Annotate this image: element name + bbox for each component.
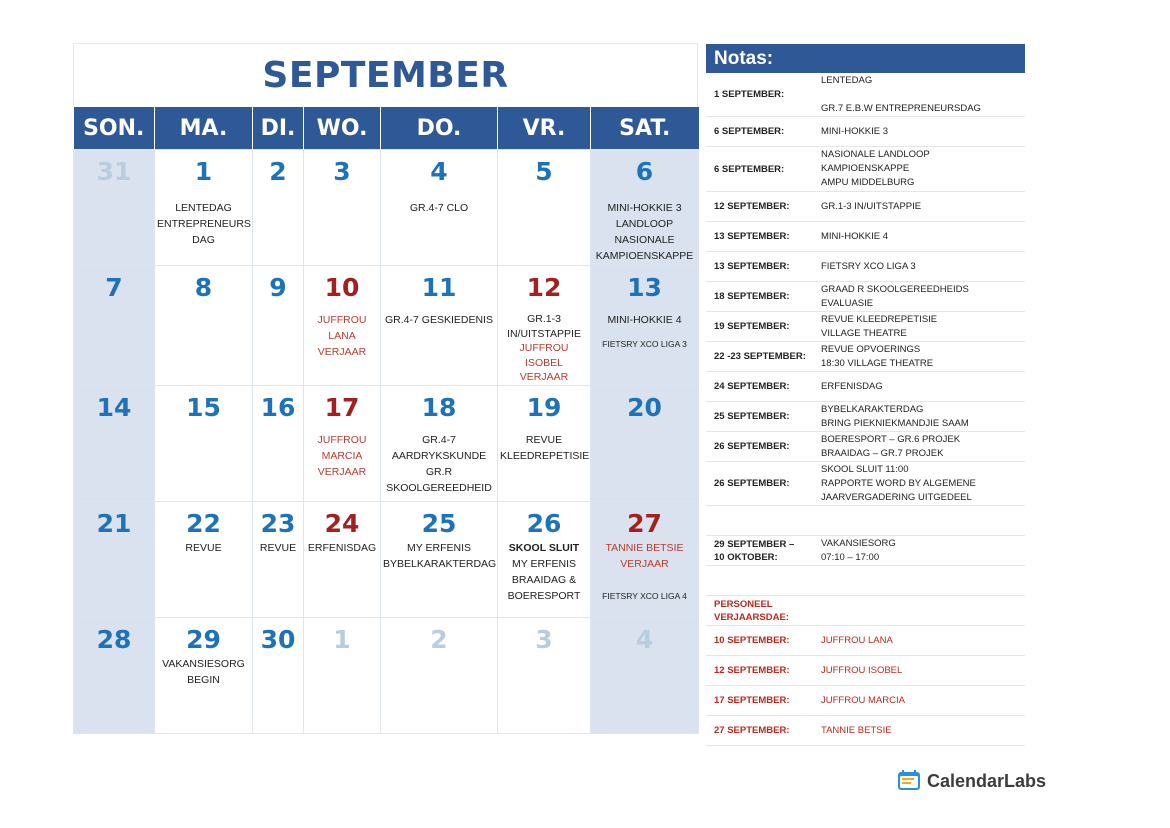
event-text: ENTREPRENEURS [157, 218, 251, 230]
note-line: RAPPORTE WORD BY ALGEMENE [821, 477, 976, 489]
note-date: 18 SEPTEMBER: [714, 291, 790, 302]
note-line: LENTEDAG [821, 74, 873, 86]
event-text: JUFFROU [519, 342, 569, 354]
day-number: 14 [96, 392, 132, 422]
month-header [73, 43, 698, 107]
note-row [706, 596, 1025, 626]
day-number: 12 [526, 273, 562, 302]
day-number: 31 [96, 157, 132, 186]
note-date: 6 SEPTEMBER: [714, 126, 785, 137]
day-number: 30 [260, 624, 296, 654]
note-date: 22 -23 SEPTEMBER: [714, 351, 806, 362]
day-cell [304, 501, 381, 617]
event-text: MY ERFENIS [512, 557, 576, 570]
note-line: JAARVERGADERING UITGEDEEL [821, 491, 972, 503]
note-line: VILLAGE THEATRE [821, 327, 907, 339]
day-number: 11 [421, 273, 457, 302]
day-number: 29 [186, 624, 221, 654]
note-line: JUFFROU MARCIA [821, 694, 905, 706]
note-line: TANNIE BETSIE [821, 724, 892, 736]
day-number: 1 [194, 157, 213, 186]
day-number: 9 [269, 273, 287, 302]
note-row [706, 716, 1025, 746]
calendarlabs-logo [897, 770, 1046, 792]
note-row [706, 626, 1025, 656]
event-text: GR.4-7 CLO [409, 202, 469, 214]
event-text: BEGIN [187, 673, 220, 686]
day-cell [381, 501, 498, 617]
note-date: 29 SEPTEMBER – 10 OKTOBER: [714, 538, 795, 563]
day-number: 26 [526, 508, 562, 538]
note-row [706, 342, 1025, 372]
day-cell [381, 385, 498, 501]
day-cell [253, 617, 304, 733]
day-cell [253, 266, 304, 386]
day-number: 3 [333, 157, 351, 186]
notes-title: Notas: [706, 44, 1025, 73]
note-line: JUFFROU LANA [821, 634, 893, 646]
day-number: 6 [635, 157, 654, 186]
event-text: REVUE [259, 541, 297, 554]
day-number: 28 [96, 624, 132, 654]
weekday-sat: SAT. [591, 107, 699, 150]
day-number: 2 [430, 624, 448, 654]
note-text [821, 200, 1025, 214]
note-row [706, 73, 1025, 117]
note-date: 26 SEPTEMBER: [714, 441, 790, 452]
note-date: 27 SEPTEMBER: [714, 725, 790, 736]
day-cell [498, 266, 591, 386]
day-cell [591, 150, 699, 266]
note-line: VAKANSIESORG [821, 537, 896, 549]
day-number: 10 [324, 273, 360, 302]
event-text: LENTEDAG [175, 202, 232, 214]
note-text [821, 463, 1025, 505]
day-number: 5 [535, 157, 553, 186]
note-text [821, 664, 1025, 678]
day-number: 2 [269, 157, 287, 186]
event-text: SKOOLGEREEDHEID [386, 481, 492, 494]
note-row [706, 252, 1025, 282]
note-text [821, 433, 1025, 461]
note-date: 1 SEPTEMBER: [714, 89, 785, 100]
note-row [706, 222, 1025, 252]
note-text [821, 724, 1025, 738]
note-date: 10 SEPTEMBER: [714, 635, 790, 646]
note-text [821, 283, 1025, 311]
day-cell [304, 385, 381, 501]
note-line: 07:10 – 17:00 [821, 551, 880, 563]
event-text: AARDRYKSKUNDE [391, 449, 487, 462]
event-text: BRAAIDAG & [511, 573, 577, 586]
note-line: REVUE OPVOERINGS [821, 343, 921, 355]
month-title: SEPTEMBER [262, 55, 509, 96]
day-cell [155, 266, 253, 386]
event-text: IN/UITSTAPPIE [507, 327, 581, 340]
note-line: EVALUASIE [821, 297, 874, 309]
note-row [706, 536, 1025, 566]
day-cell [381, 617, 498, 733]
day-number: 1 [333, 624, 351, 654]
week-row [74, 266, 699, 386]
note-line: MINI-HOKKIE 3 [821, 125, 889, 137]
event-text: VERJAAR [317, 346, 367, 358]
event-text: MARCIA [321, 449, 363, 462]
logo-text: CalendarLabs [927, 770, 1047, 791]
day-number: 13 [627, 273, 662, 302]
day-cell [381, 266, 498, 386]
event-text: BYBELKARAKTERDAG [383, 557, 497, 570]
note-text [821, 74, 1025, 116]
note-line: BOERESPORT – GR.6 PROJEK [821, 433, 961, 445]
note-text [821, 380, 1025, 394]
note-text [821, 343, 1025, 371]
event-text: SKOOL SLUIT [508, 541, 580, 554]
day-cell [253, 150, 304, 266]
event-text: VAKANSIESORG [162, 657, 245, 670]
weekday-sun: SON. [74, 107, 155, 150]
day-number: 23 [260, 508, 296, 538]
calendar-grid [73, 107, 699, 734]
day-cell [304, 150, 381, 266]
weekday-tue: DI. [253, 107, 304, 150]
note-line: GRAAD R SKOOLGEREEDHEIDS [821, 283, 969, 295]
event-text: ERFENISDAG [307, 541, 377, 554]
event-text: GR.4-7 [422, 433, 456, 446]
event-text: KLEEDREPETISIE [500, 449, 590, 462]
event-text: ISOBEL [525, 356, 563, 369]
week-row [74, 385, 699, 501]
note-line: 18:30 VILLAGE THEATRE [821, 357, 934, 369]
weekday-fri: VR. [498, 107, 591, 150]
note-text [821, 260, 1025, 274]
weekday-thu: DO. [381, 107, 498, 150]
day-cell [381, 150, 498, 266]
note-text [821, 634, 1025, 648]
note-line: BYBELKARAKTERDAG [821, 403, 924, 415]
note-row [706, 686, 1025, 716]
note-line: KAMPIOENSKAPPE [821, 163, 910, 174]
note-date: 6 SEPTEMBER: [714, 163, 785, 175]
day-cell [74, 501, 155, 617]
day-cell [74, 266, 155, 386]
event-text: JUFFROU [317, 433, 367, 446]
day-cell [74, 150, 155, 266]
calendar-icon [897, 770, 923, 792]
day-number: 16 [260, 392, 296, 422]
note-date: 13 SEPTEMBER: [714, 261, 790, 272]
day-number: 7 [105, 273, 123, 302]
notes-list [706, 73, 1025, 746]
day-number: 25 [421, 508, 457, 538]
note-date: 13 SEPTEMBER: [714, 231, 790, 242]
note-date: PERSONEEL VERJAARSDAE: [714, 598, 789, 623]
day-cell [155, 385, 253, 501]
event-text: FIETSRY XCO LIGA 4 [602, 590, 687, 601]
weekday-header-row [74, 107, 699, 150]
event-text: REVUE [185, 541, 222, 554]
note-date: 24 SEPTEMBER: [714, 381, 790, 392]
event-text: GR.4-7 GESKIEDENIS [385, 314, 493, 326]
day-number: 21 [96, 508, 132, 538]
event-text: MY ERFENIS [407, 541, 471, 554]
day-cell [155, 501, 253, 617]
day-cell [591, 266, 699, 386]
note-row [706, 282, 1025, 312]
event-text: GR.1-3 [527, 313, 561, 325]
note-line: JUFFROU ISOBEL [821, 664, 903, 676]
day-number: 27 [627, 508, 662, 538]
event-text: REVUE [525, 433, 563, 446]
note-line [821, 88, 1025, 102]
day-cell [591, 501, 699, 617]
note-row [706, 117, 1025, 147]
note-line: BRAAIDAG – GR.7 PROJEK [821, 447, 944, 459]
day-cell [74, 385, 155, 501]
note-text [821, 694, 1025, 708]
event-text: LANA [328, 330, 356, 342]
note-row [706, 147, 1025, 192]
note-text [821, 125, 1025, 139]
note-row [706, 656, 1025, 686]
event-text: VERJAAR [317, 465, 367, 478]
weekday-wed: WO. [304, 107, 381, 150]
event-text: VERJAAR [620, 557, 669, 570]
day-cell [498, 150, 591, 266]
note-row [706, 566, 1025, 596]
day-cell [74, 617, 155, 733]
day-cell [498, 385, 591, 501]
week-row [74, 617, 699, 733]
event-text: BOERESPORT [507, 589, 581, 602]
note-line: NASIONALE LANDLOOP [821, 149, 930, 160]
note-row [706, 462, 1025, 506]
day-cell [253, 385, 304, 501]
notes-panel [706, 44, 1025, 746]
event-text: NASIONALE [614, 234, 675, 246]
week-row [74, 501, 699, 617]
note-line: ERFENISDAG [821, 380, 883, 392]
note-line: AMPU MIDDELBURG [821, 177, 915, 188]
day-cell [155, 150, 253, 266]
weekday-mon: MA. [155, 107, 253, 150]
note-line: REVUE KLEEDREPETISIE [821, 313, 938, 325]
event-text: MINI-HOKKIE 4 [607, 314, 682, 326]
day-number: 20 [627, 392, 662, 422]
note-date: 12 SEPTEMBER: [714, 665, 790, 676]
event-text: JUFFROU [317, 314, 367, 326]
note-row [706, 432, 1025, 462]
calendar [73, 43, 698, 734]
day-number: 17 [324, 392, 360, 422]
note-date: 19 SEPTEMBER: [714, 321, 790, 332]
day-number: 3 [535, 624, 553, 654]
note-date: 25 SEPTEMBER: [714, 411, 790, 422]
day-number: 8 [194, 273, 213, 302]
note-line: SKOOL SLUIT 11:00 [821, 463, 909, 475]
day-number: 19 [526, 392, 562, 422]
event-text: MINI-HOKKIE 3 [607, 202, 682, 214]
day-cell [155, 617, 253, 733]
note-row [706, 372, 1025, 402]
note-text [821, 230, 1025, 244]
day-cell [498, 617, 591, 733]
event-text: DAG [192, 234, 215, 246]
note-line: GR.1-3 IN/UITSTAPPIE [821, 200, 922, 212]
note-date: 12 SEPTEMBER: [714, 201, 790, 212]
note-text [821, 313, 1025, 341]
day-number: 4 [430, 157, 448, 186]
day-number: 22 [186, 508, 221, 538]
note-line: BRING PIEKNIEKMANDJIE SAAM [821, 417, 969, 429]
day-number: 18 [421, 392, 457, 422]
event-text: KAMPIOENSKAPPE [595, 250, 694, 262]
day-cell [591, 385, 699, 501]
day-cell [304, 266, 381, 386]
note-line: GR.7 E.B.W ENTREPRENEURSDAG [821, 102, 981, 114]
note-line: MINI-HOKKIE 4 [821, 230, 889, 242]
note-row [706, 402, 1025, 432]
note-text [821, 148, 1025, 190]
event-text: GR.R [425, 465, 453, 478]
note-date: 17 SEPTEMBER: [714, 695, 790, 706]
note-text [821, 537, 1025, 565]
day-number: 15 [186, 392, 221, 422]
note-row [706, 312, 1025, 342]
note-line: FIETSRY XCO LIGA 3 [821, 260, 916, 272]
note-date: 26 SEPTEMBER: [714, 478, 790, 489]
event-text: FIETSRY XCO LIGA 3 [602, 339, 687, 349]
note-row [706, 192, 1025, 222]
day-cell [498, 501, 591, 617]
day-number: 24 [324, 508, 360, 538]
day-cell [253, 501, 304, 617]
day-number: 4 [635, 624, 654, 654]
note-text [821, 403, 1025, 431]
event-text: VERJAAR [519, 371, 569, 383]
note-row [706, 506, 1025, 536]
day-cell [591, 617, 699, 733]
event-text: LANDLOOP [615, 218, 674, 230]
week-row [74, 150, 699, 266]
event-text: TANNIE BETSIE [605, 541, 684, 554]
day-cell [304, 617, 381, 733]
